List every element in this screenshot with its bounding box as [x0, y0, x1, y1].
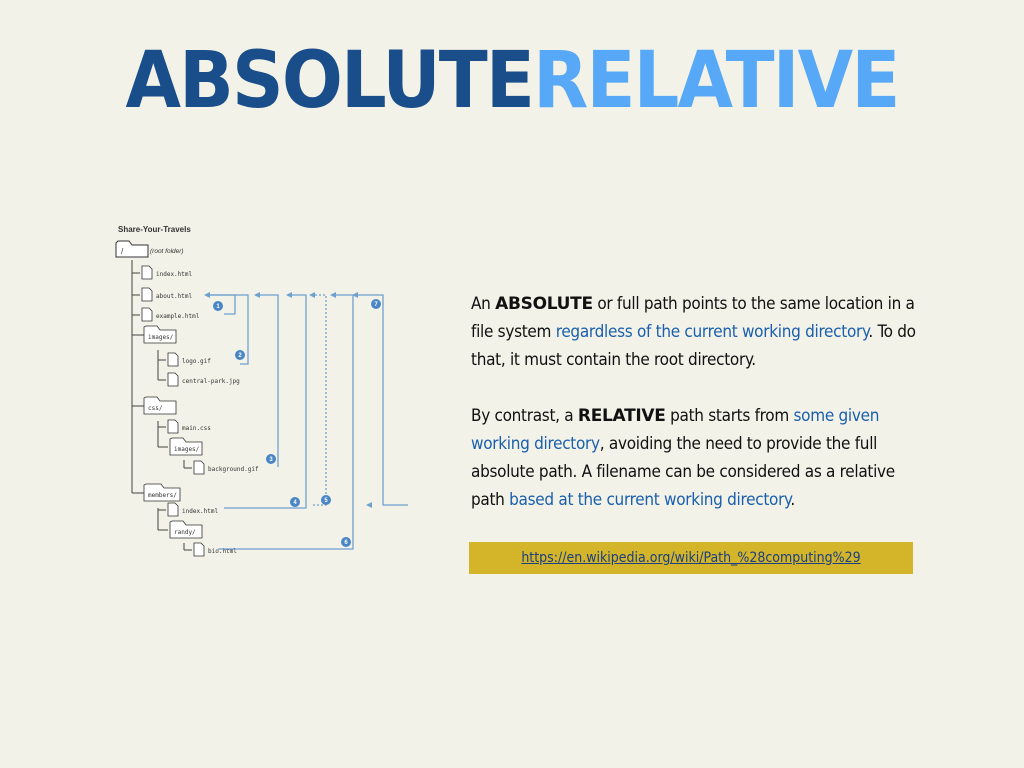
page-title: [41, 36, 983, 126]
file-tree-diagram: [108, 205, 418, 575]
p2-mid2: , avoiding the need to provide the full absolute path. A filename can be considered as a relative path: [471, 434, 895, 510]
svg-text:1: 1: [216, 304, 220, 310]
title-relative: RELATIVE: [533, 36, 899, 126]
p1-pre: An: [471, 294, 496, 314]
svg-text:7: 7: [374, 302, 378, 308]
p2-post: .: [790, 490, 795, 510]
folder-images: images/: [148, 334, 174, 341]
root-folder-icon: [116, 241, 148, 257]
p1-post: . To do that, it must contain the root directory.: [471, 322, 916, 370]
svg-text:2: 2: [238, 353, 242, 359]
p2-highlight-2: based at the current working directory: [509, 490, 791, 510]
p1-highlight: regardless of the current working directory: [555, 322, 869, 342]
file-example-html: example.html: [156, 313, 200, 320]
svg-text:6: 6: [344, 540, 348, 546]
step-badges: [213, 299, 381, 547]
file-central-park-jpg: central-park.jpg: [182, 378, 240, 385]
root-folder-note: (root folder): [150, 248, 184, 255]
folder-members: members/: [148, 492, 177, 499]
keyword-absolute: ABSOLUTE: [495, 294, 593, 314]
folder-css-images: images/: [174, 446, 200, 453]
arrow-heads: [204, 292, 372, 508]
p2-pre: By contrast, a: [471, 406, 578, 426]
p2-mid: path starts from: [665, 406, 794, 426]
explanation-text: [471, 290, 921, 514]
folder-randy: randy/: [174, 529, 196, 536]
svg-text:4: 4: [293, 500, 297, 506]
svg-text:3: 3: [269, 457, 273, 463]
wikipedia-link[interactable]: https://en.wikipedia.org/wiki/Path_%28computing%29: [521, 550, 861, 566]
p2-highlight-1: some given working directory: [471, 406, 880, 454]
title-absolute: ABSOLUTE: [125, 36, 534, 126]
file-bio-html: bio.html: [208, 548, 237, 555]
svg-text:/: /: [121, 247, 124, 256]
file-about-html: about.html: [156, 293, 193, 300]
absolute-paragraph: [471, 290, 921, 374]
keyword-relative: RELATIVE: [577, 406, 666, 426]
tree-root-label: Share-Your-Travels: [118, 225, 191, 234]
reference-link-bar: [469, 542, 913, 574]
file-background-gif: background.gif: [208, 466, 259, 473]
file-tree-svg: [108, 205, 418, 575]
path-arrows: [208, 295, 408, 549]
folder-css: css/: [148, 405, 163, 412]
relative-paragraph: [471, 402, 921, 514]
file-members-index-html: index.html: [182, 508, 219, 515]
file-logo-gif: logo.gif: [182, 358, 211, 365]
p1-mid: or full path points to the same location in a file system: [471, 294, 915, 342]
file-main-css: main.css: [182, 425, 211, 432]
svg-text:5: 5: [324, 498, 328, 504]
file-index-html: index.html: [156, 271, 193, 278]
